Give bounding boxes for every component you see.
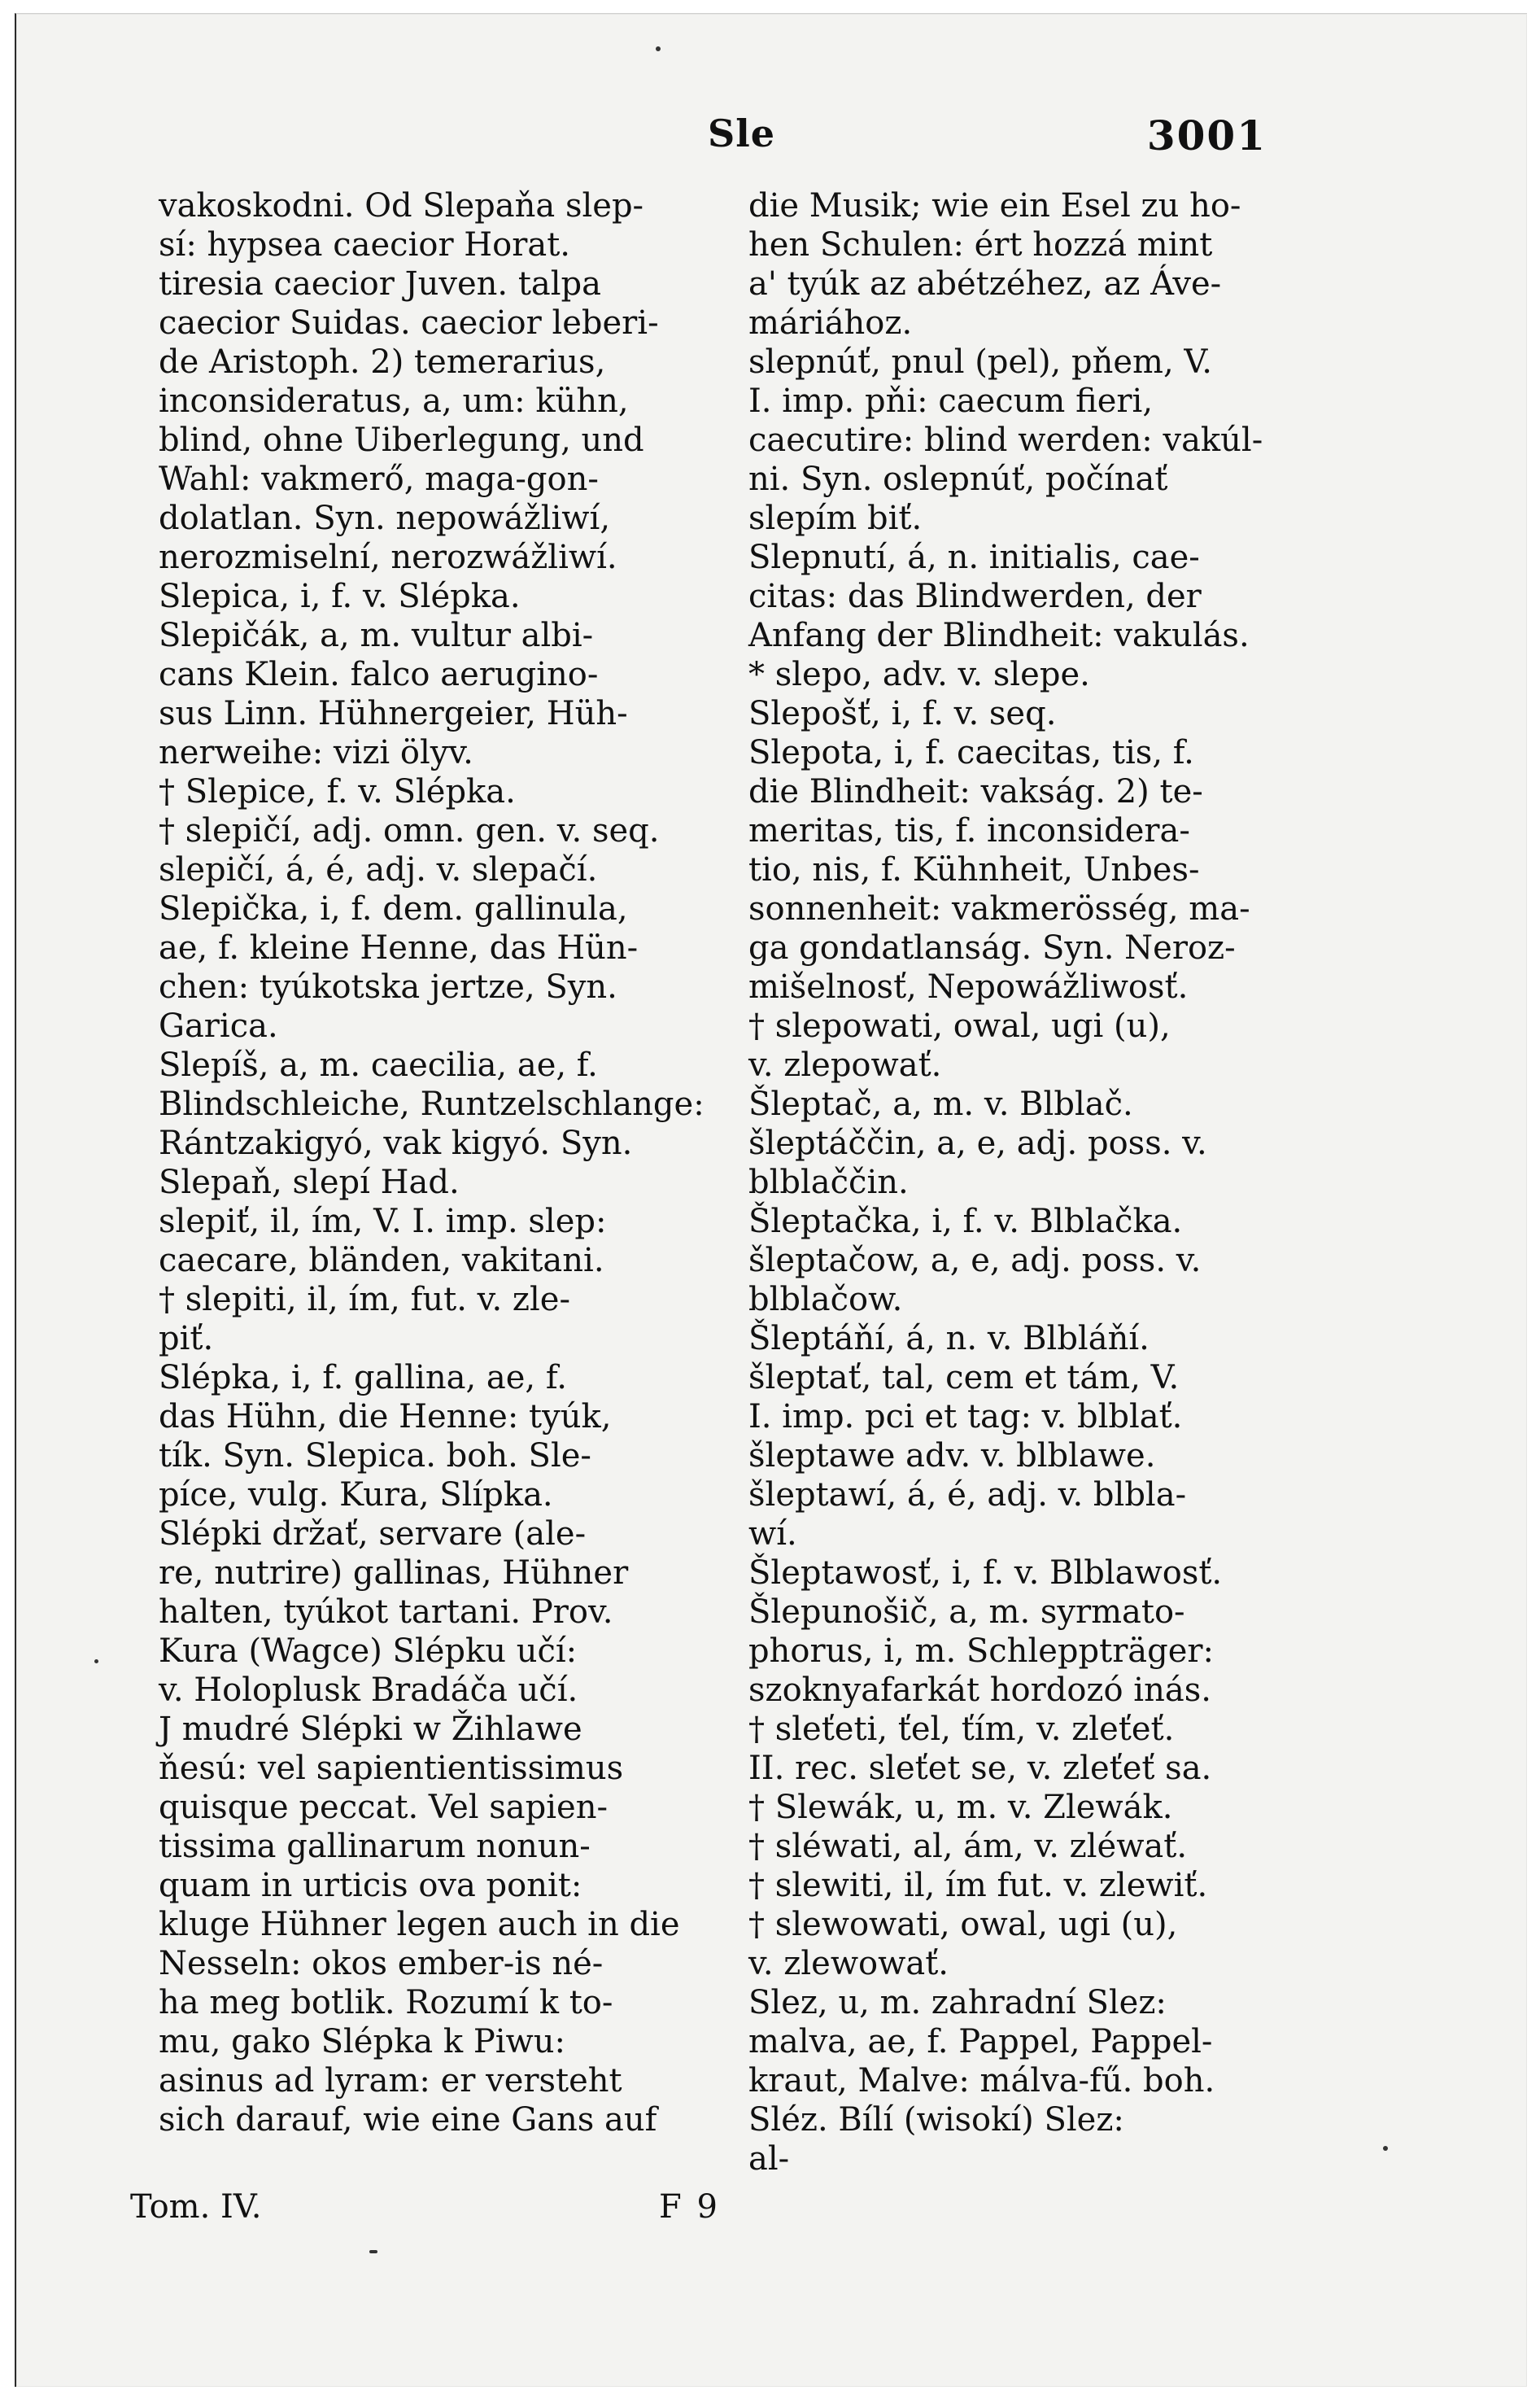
left-column [159, 186, 728, 2139]
entry-line: † slewiti, il, ím fut. v. zlewiť. [748, 1867, 1208, 1904]
entry-line: tiresia caecior Juven. talpa [159, 265, 602, 303]
entry-line: Sléz. Bílí (wisokí) Slez: [748, 2101, 1124, 2139]
entry-line: kraut, Malve: málva-fű. boh. [748, 2062, 1215, 2100]
entry-line: v. zlewowať. [748, 1945, 949, 1982]
entry-line: Šleptač, a, m. v. Blblač. [748, 1086, 1133, 1123]
entry-line: Šleptačka, i, f. v. Blblačka. [748, 1203, 1183, 1240]
entry-line: Slez, u, m. zahradní Slez: [748, 1984, 1167, 2021]
entry-line: Šlepunošič, a, m. syrmato- [748, 1593, 1185, 1631]
entry-line: † slepiti, il, ím, fut. v. zle- [159, 1281, 570, 1318]
entry-line: máriához. [748, 304, 913, 342]
entry-line: quam in urticis ova ponit: [159, 1867, 582, 1904]
page-number: 3001 [1146, 111, 1267, 159]
entry-line: mišelnosť, Nepowážliwosť. [748, 968, 1189, 1006]
entry-line: slepiť, il, ím, V. I. imp. slep: [159, 1203, 607, 1240]
entry-line: Rántzakigyó, vak kigyó. Syn. [159, 1125, 633, 1162]
running-head: Sle [708, 111, 775, 155]
entry-line: šleptawe adv. v. blblawe. [748, 1437, 1156, 1475]
book-page [15, 13, 1527, 2387]
entry-line: Slepaň, slepí Had. [159, 1164, 460, 1201]
entry-line: caecutire: blind werden: vakúl- [748, 422, 1263, 459]
entry-line: slepím biť. [748, 500, 923, 537]
entry-line: mu, gako Slépka k Piwu: [159, 2023, 566, 2060]
entry-line: nerozmiselní, nerozwážliwí. [159, 539, 617, 576]
ink-speck [369, 2250, 377, 2253]
entry-line: slepnúť, pnul (pel), pňem, V. [748, 343, 1212, 381]
entry-line: meritas, tis, f. inconsidera- [748, 812, 1190, 850]
entry-line: ni. Syn. oslepnúť, počínať [748, 461, 1168, 498]
entry-line: † slepičí, adj. omn. gen. v. seq. [159, 812, 660, 850]
entry-line: † sléwati, al, ám, v. zléwať. [748, 1828, 1188, 1865]
entry-line: šleptáččin, a, e, adj. poss. v. [748, 1125, 1207, 1162]
ink-speck [94, 1659, 98, 1663]
entry-line: * slepo, adv. v. slepe. [748, 656, 1090, 693]
entry-line: Slepica, i, f. v. Slépka. [159, 578, 521, 615]
entry-line: Anfang der Blindheit: vakulás. [748, 617, 1250, 654]
entry-line: Slepíš, a, m. caecilia, ae, f. [159, 1047, 598, 1084]
entry-line: vakoskodni. Od Slepaňa slep- [159, 187, 644, 225]
entry-line: blblaččin. [748, 1164, 909, 1201]
entry-line: slepičí, á, é, adj. v. slepačí. [159, 851, 598, 889]
entry-line: šleptačow, a, e, adj. poss. v. [748, 1242, 1202, 1279]
entry-line: II. rec. sleťet se, v. zleťeť sa. [748, 1750, 1212, 1787]
entry-line: cans Klein. falco aerugino- [159, 656, 599, 693]
entry-line: dolatlan. Syn. nepowážliwí, [159, 500, 611, 537]
entry-line: šleptať, tal, cem et tám, V. [748, 1359, 1180, 1396]
entry-line: ňesú: vel sapientientissimus [159, 1750, 624, 1787]
entry-line: chen: tyúkotska jertze, Syn. [159, 968, 617, 1006]
entry-line: I. imp. pci et tag: v. blblať. [748, 1398, 1183, 1435]
entry-line: † slepowati, owal, ugi (u), [748, 1007, 1171, 1045]
entry-line: phorus, i, m. Schleppträger: [748, 1632, 1215, 1670]
entry-line: quisque peccat. Vel sapien- [159, 1789, 608, 1826]
entry-line: Slepošť, i, f. v. seq. [748, 695, 1057, 732]
right-column [748, 186, 1334, 2178]
entry-line: ga gondatlanság. Syn. Neroz- [748, 929, 1236, 967]
entry-line: die Blindheit: vakság. 2) te- [748, 773, 1203, 811]
entry-line: halten, tyúkot tartani. Prov. [159, 1593, 613, 1631]
entry-line: tík. Syn. Slepica. boh. Sle- [159, 1437, 591, 1475]
entry-line: sí: hypsea caecior Horat. [159, 226, 570, 264]
entry-line: I. imp. pňi: caecum fieri, [748, 382, 1154, 420]
entry-line: šleptawí, á, é, adj. v. blbla- [748, 1476, 1187, 1514]
entry-line: † Slepice, f. v. Slépka. [159, 773, 516, 811]
entry-line: inconsideratus, a, um: kühn, [159, 382, 629, 420]
entry-line: nerweihe: vizi ölyv. [159, 734, 473, 771]
entry-line: Slépki držať, servare (ale- [159, 1515, 587, 1553]
entry-line: Kura (Wagce) Slépku učí: [159, 1632, 578, 1670]
entry-line: Blindschleiche, Runtzelschlange: [159, 1086, 705, 1123]
entry-line: al- [748, 2140, 790, 2178]
entry-line: Šleptawosť, i, f. v. Blblawosť. [748, 1554, 1223, 1592]
entry-line: szoknyafarkát hordozó inás. [748, 1671, 1211, 1709]
entry-line: das Hühn, die Henne: tyúk, [159, 1398, 612, 1435]
ink-speck [1383, 2146, 1388, 2151]
entry-line: Garica. [159, 1007, 278, 1045]
entry-line: sonnenheit: vakmerösség, ma- [748, 890, 1250, 928]
ink-speck [656, 46, 661, 51]
entry-line: píce, vulg. Kura, Slípka. [159, 1476, 553, 1514]
entry-line: ha meg botlik. Rozumí k to- [159, 1984, 613, 2021]
entry-line: J mudré Slépki w Žihlawe [159, 1711, 582, 1748]
entry-line: wí. [748, 1515, 797, 1553]
entry-line: † sleťeti, ťel, ťím, v. zleťeť. [748, 1711, 1175, 1748]
entry-line: Slépka, i, f. gallina, ae, f. [159, 1359, 567, 1396]
entry-line: sus Linn. Hühnergeier, Hüh- [159, 695, 628, 732]
entry-line: Šleptáňí, á, n. v. Blbláňí. [748, 1320, 1150, 1357]
entry-line: a' tyúk az abétzéhez, az Áve- [748, 265, 1222, 303]
entry-line: de Aristoph. 2) temerarius, [159, 343, 606, 381]
entry-line: ae, f. kleine Henne, das Hün- [159, 929, 639, 967]
entry-line: † slewowati, owal, ugi (u), [748, 1906, 1178, 1943]
entry-line: blblačow. [748, 1281, 903, 1318]
entry-line: caecare, bländen, vakitani. [159, 1242, 604, 1279]
entry-line: Slepota, i, f. caecitas, tis, f. [748, 734, 1194, 771]
entry-line: asinus ad lyram: er versteht [159, 2062, 622, 2100]
entry-line: die Musik; wie ein Esel zu ho- [748, 187, 1241, 225]
entry-line: v. zlepowať. [748, 1047, 942, 1084]
entry-line: tio, nis, f. Kühnheit, Unbes- [748, 851, 1200, 889]
entry-line: † Slewák, u, m. v. Zlewák. [748, 1789, 1173, 1826]
entry-line: Slepička, i, f. dem. gallinula, [159, 890, 628, 928]
entry-line: citas: das Blindwerden, der [748, 578, 1202, 615]
entry-line: Slepnutí, á, n. initialis, cae- [748, 539, 1200, 576]
entry-line: re, nutrire) gallinas, Hühner [159, 1554, 629, 1592]
signature-mark: F 9 [659, 2188, 720, 2226]
entry-line: sich darauf, wie eine Gans auf [159, 2101, 657, 2139]
entry-line: malva, ae, f. Pappel, Pappel- [748, 2023, 1213, 2060]
entry-line: blind, ohne Uiberlegung, und [159, 422, 644, 459]
volume-footer: Tom. IV. [130, 2188, 262, 2226]
entry-line: Slepičák, a, m. vultur albi- [159, 617, 594, 654]
entry-line: tissima gallinarum nonun- [159, 1828, 591, 1865]
entry-line: Nesseln: okos ember-is né- [159, 1945, 604, 1982]
entry-line: caecior Suidas. caecior leberi- [159, 304, 659, 342]
entry-line: piť. [159, 1320, 214, 1357]
entry-line: kluge Hühner legen auch in die [159, 1906, 680, 1943]
entry-line: hen Schulen: ért hozzá mint [748, 226, 1213, 264]
entry-line: v. Holoplusk Bradáča učí. [159, 1671, 578, 1709]
entry-line: Wahl: vakmerő, maga-gon- [159, 461, 599, 498]
